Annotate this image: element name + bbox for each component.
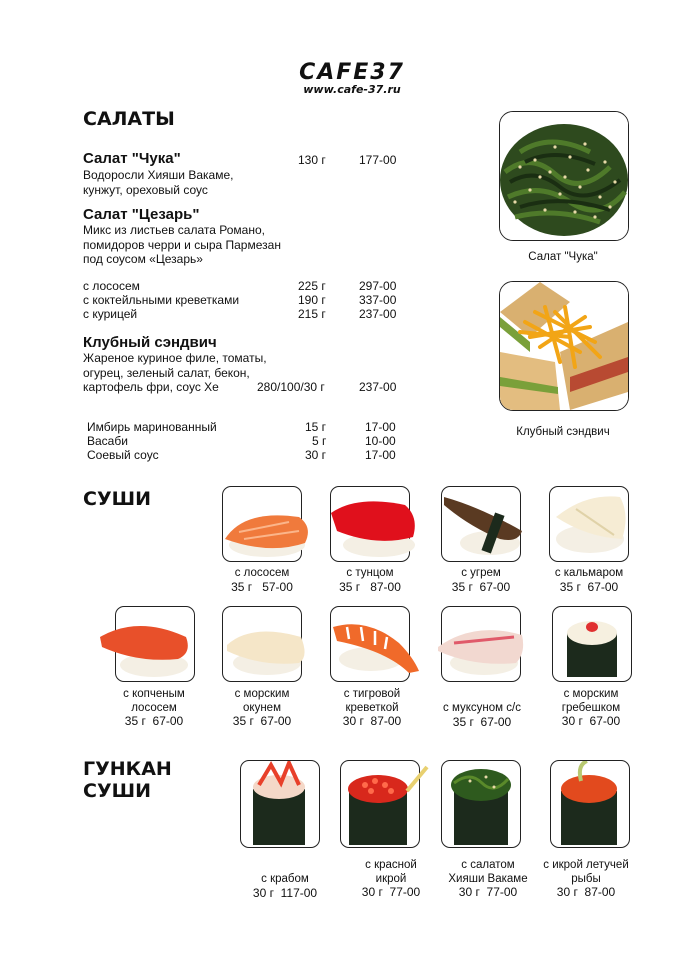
- caesar-variant-row: с курицей 215 г 237-00: [83, 307, 397, 321]
- extra-row: Соевый соус 30 г 17-00: [87, 448, 396, 462]
- sushi-sea-bass-image: [221, 607, 311, 687]
- sushi-caption: с лососем 35 г 57-00: [231, 567, 293, 594]
- sushi-caption: с тунцом 35 г 87-00: [339, 567, 401, 594]
- chuka-weight: 130 г: [298, 153, 326, 167]
- sushi-salmon-image: [219, 487, 315, 567]
- sushi-smoked-salmon-photo: [115, 606, 195, 682]
- cafe-logo: [282, 60, 422, 96]
- sushi-heading: СУШИ: [83, 488, 151, 510]
- sushi-eel-photo: [441, 486, 521, 562]
- gunkan-heading: ГУНКАН СУШИ: [83, 758, 172, 802]
- sushi-caption: с кальмаром 35 г 67-00: [554, 567, 624, 594]
- logo-name: CAFE37: [299, 60, 405, 85]
- club-price: 237-00: [359, 380, 397, 394]
- sushi-scallop-photo: [552, 606, 632, 682]
- chuka-photo-caption: Салат "Чука": [528, 251, 598, 263]
- sushi-caption: с тигровой креветкой 30 г 87-00: [342, 688, 402, 728]
- sushi-smoked-salmon-image: [98, 607, 198, 687]
- sushi-scallop-image: [553, 607, 631, 681]
- logo-url: www.cafe-37.ru: [303, 83, 401, 96]
- club-sandwich-photo: [499, 281, 629, 411]
- sushi-caption: с угрем 35 г 67-00: [451, 567, 511, 594]
- gunkan-red-caviar-image: [341, 761, 431, 847]
- chuka-salad-image: [500, 112, 628, 240]
- sushi-sea-bass-photo: [222, 606, 302, 682]
- sushi-squid-image: [546, 487, 636, 567]
- salads-heading: САЛАТЫ: [83, 108, 175, 130]
- club-description: Жареное куриное филе, томаты, огурец, зеленый салат, бекон, картофель фри, соус Хе: [83, 351, 267, 394]
- gunkan-crab-image: [241, 761, 319, 847]
- extras-list: [87, 420, 407, 462]
- extra-row: Имбирь маринованный 15 г 17-00: [87, 420, 396, 434]
- chuka-description: Водоросли Хияши Вакаме, кунжут, ореховый соус: [83, 168, 234, 197]
- club-weight: 280/100/30 г: [257, 380, 325, 394]
- sushi-tuna-photo: [330, 486, 410, 562]
- gunkan-seaweed-salad-image: [442, 761, 520, 847]
- club-sandwich-image: [500, 282, 628, 410]
- sushi-tuna-image: [327, 487, 423, 567]
- caesar-variants: [83, 279, 403, 321]
- sushi-shrimp-photo: [330, 606, 410, 682]
- sushi-eel-image: [440, 487, 530, 567]
- gunkan-crab-photo: [240, 760, 320, 848]
- caesar-description: Микс из листьев салата Романо, помидоров черри и сыра Пармезан под соусом «Цезарь»: [83, 223, 281, 266]
- dish-name-club-sandwich: Клубный сэндвич: [83, 334, 217, 351]
- chuka-salad-photo: [499, 111, 629, 241]
- gunkan-tobiko-photo: [550, 760, 630, 848]
- gunkan-caption: с красной икрой 30 г 77-00: [361, 859, 421, 899]
- sushi-caption: с копченым лососем 35 г 67-00: [123, 688, 185, 728]
- chuka-price: 177-00: [359, 153, 397, 167]
- caesar-variant-row: с лососем 225 г 297-00: [83, 279, 397, 293]
- gunkan-tobiko-image: [551, 761, 629, 847]
- gunkan-caption: с салатом Хияши Вакаме 30 г 77-00: [448, 859, 528, 899]
- extra-row: Васаби 5 г 10-00: [87, 434, 396, 448]
- sushi-squid-photo: [549, 486, 629, 562]
- sushi-caption: с морским гребешком 30 г 67-00: [561, 688, 621, 728]
- gunkan-red-caviar-photo: [340, 760, 420, 848]
- sushi-muksun-image: [434, 607, 524, 687]
- gunkan-seaweed-salad-photo: [441, 760, 521, 848]
- club-photo-caption: Клубный сэндвич: [516, 426, 610, 438]
- caesar-variant-row: с коктейльными креветками 190 г 337-00: [83, 293, 397, 307]
- sushi-shrimp-image: [327, 607, 423, 687]
- sushi-caption: с морским окунем 35 г 67-00: [232, 688, 292, 728]
- dish-name-chuka: Салат "Чука": [83, 150, 181, 167]
- gunkan-caption: с икрой летучей рыбы 30 г 87-00: [543, 859, 629, 899]
- gunkan-caption: с крабом 30 г 117-00: [252, 873, 318, 900]
- dish-name-caesar: Салат "Цезарь": [83, 206, 200, 223]
- sushi-muksun-photo: [441, 606, 521, 682]
- sushi-salmon-photo: [222, 486, 302, 562]
- sushi-caption: с муксуном с/с 35 г 67-00: [443, 702, 521, 729]
